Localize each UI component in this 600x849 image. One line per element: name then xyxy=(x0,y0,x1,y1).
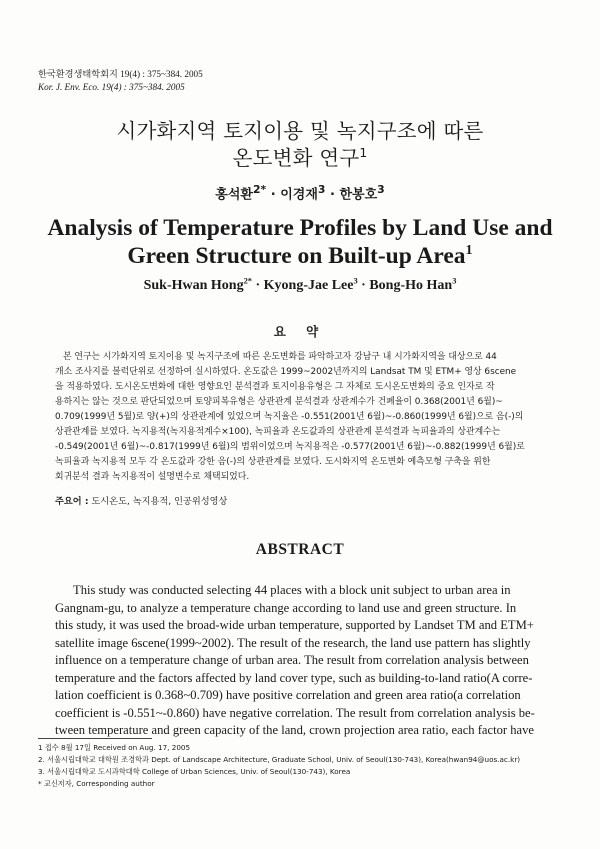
english-title-line2: Green Structure on Built-up Area xyxy=(127,243,466,269)
abstract-en-line: temperature and the factors affected by land cover type, such as building-to-land ratio(A corre- xyxy=(55,670,533,685)
korean-authors xyxy=(0,183,600,202)
author-en-1: Suk-Hwan Hong xyxy=(143,278,244,293)
english-title xyxy=(0,214,600,270)
abstract-en-line: this study, it was used the broad-wide urban temperature, supported by Landset TM and ETM+ xyxy=(55,618,534,632)
abstract-ko-line: 상관관계를 보였다. 녹지용적(녹지용적계수×100), 녹피율과 온도값과의 상관관계 분석결과 녹피율과의 상관계수는 xyxy=(55,427,501,437)
author-en-2: Kyong-Jae Lee xyxy=(263,278,354,293)
title-footnote-mark: 1 xyxy=(465,242,473,259)
author-separator: · xyxy=(255,278,261,293)
english-authors xyxy=(0,278,600,294)
abstract-ko-line: 0.709(1999년 5월)로 양(+)의 상관관계에 있었으며 녹지율은 -0.551(2001년 6월)~-0.860(1999년 6월)으로 음(-)의 xyxy=(55,412,524,422)
author-ko-1: 홍석환 xyxy=(215,187,253,203)
author-separator: · xyxy=(361,278,366,293)
english-abstract xyxy=(55,582,549,740)
abstract-en-line: tween temperature and green capacity of the land, crown projection area ratio, each factor have xyxy=(55,723,535,737)
author-ko-3: 한봉호 xyxy=(339,187,378,203)
journal-citation xyxy=(38,68,203,94)
footnotes xyxy=(38,742,520,790)
abstract-en-line: coefficient is -0.551~-0.860) have negative correlation. The result from correlation analysis be- xyxy=(55,705,535,720)
author-en-3: Bong-Ho Han xyxy=(369,278,453,293)
korean-title xyxy=(0,118,600,172)
author-ko-2: 이경재 xyxy=(280,187,318,203)
journal-citation-en: Kor. J. Env. Eco. 19(4) : 375~384. 2005 xyxy=(38,82,185,92)
journal-citation-ko: 한국환경생태학회지 19(4) : 375~384. 2005 xyxy=(38,69,203,79)
author-mark: 3 xyxy=(317,183,326,196)
abstract-ko-line: 본 연구는 시가화지역 토지이용 및 녹지구조에 따른 온도변화를 파악하고자 강남구 내 시가화지역을 대상으로 44 xyxy=(63,352,497,362)
korean-abstract xyxy=(55,350,549,485)
author-mark: 3 xyxy=(452,276,457,286)
author-separator: · xyxy=(329,187,335,203)
abstract-ko-line: 용하지는 않는 것으로 판단되었으며 토양피복유형은 상관관계 분석결과 상관계수가 건폐율이 0.368(2001년 6월)~ xyxy=(55,397,503,407)
keywords-value: 도시온도, 녹지용적, 인공위성영상 xyxy=(91,496,228,507)
author-mark: 2* xyxy=(243,276,252,286)
footnote-1: 1 접수 8월 17일 Received on Aug. 17, 2005 xyxy=(38,743,191,752)
abstract-ko-line: 회귀분석 결과 녹지용적이 설명변수로 채택되었다. xyxy=(55,472,250,482)
author-mark: 2* xyxy=(252,183,267,196)
abstract-en-line: lation coefficient is 0.368~0.709) have positive correlation and green area ratio(a correlation xyxy=(55,688,521,702)
abstract-ko-line: 을 적용하였다. 도시온도변화에 대한 영향요인 분석결과 토지이용유형은 그 자체로 도시온도변화의 중요 인자로 작 xyxy=(55,382,495,392)
abstract-en-line: Gangnam-gu, to analyze a temperature change according to land use and green structure. In xyxy=(55,600,517,615)
abstract-ko-line: 개소 조사지를 블럭단위로 선정하여 실시하였다. 온도값은 1999~2002년까지의 Landsat TM 및 ETM+ 영상 6scene xyxy=(55,367,517,377)
korean-title-line2: 온도변화 연구 xyxy=(232,146,360,170)
abstract-en-line: influence on a temperature change of urban area. The result from correlation analysis between xyxy=(55,653,529,667)
author-separator: · xyxy=(270,187,276,203)
english-title-line1: Analysis of Temperature Profiles by Land Use and xyxy=(47,215,553,241)
title-footnote-mark: 1 xyxy=(359,146,368,161)
abstract-ko-line: 녹피율과 녹지용적 모두 각 온도값과 강한 음(-)의 상관관계를 보였다. 도시화지역 온도변화 예측모형 구축을 위한 xyxy=(55,457,491,467)
abstract-en-line: This study was conducted selecting 44 places with a block unit subject to urban area in xyxy=(73,583,511,597)
footnote-divider xyxy=(38,738,152,739)
footnote-corresponding: * 교신저자, Corresponding author xyxy=(38,779,155,788)
footnote-2: 2. 서울시립대학교 대학원 조경학과 Dept. of Landscape Architecture, Graduate School, Univ. of Seoul(130-743), Korea(hwan94@uos.ac.kr) xyxy=(38,755,521,764)
footnote-3: 3. 서울시립대학교 도시과학대학 College of Urban Sciences, Univ. of Seoul(130-743), Korea xyxy=(38,767,351,776)
summary-heading: 요 약 xyxy=(273,324,327,339)
abstract-en-line: satellite image 6scene(1999~2002). The result of the research, the land use pattern has slightly xyxy=(55,635,531,650)
korean-title-line1: 시가화지역 토지이용 및 녹지구조에 따른 xyxy=(116,119,484,143)
abstract-ko-line: -0.549(2001년 6월)~-0.817(1999년 6월)의 범위이었으며 녹지용적은 -0.577(2001년 6월)~-0.882(1999년 6월)로 xyxy=(55,442,525,452)
author-mark: 3 xyxy=(377,183,385,196)
abstract-heading: ABSTRACT xyxy=(255,541,345,558)
keywords-label: 주요어 : xyxy=(55,496,89,507)
author-mark: 3 xyxy=(353,276,358,286)
keywords xyxy=(55,493,227,507)
